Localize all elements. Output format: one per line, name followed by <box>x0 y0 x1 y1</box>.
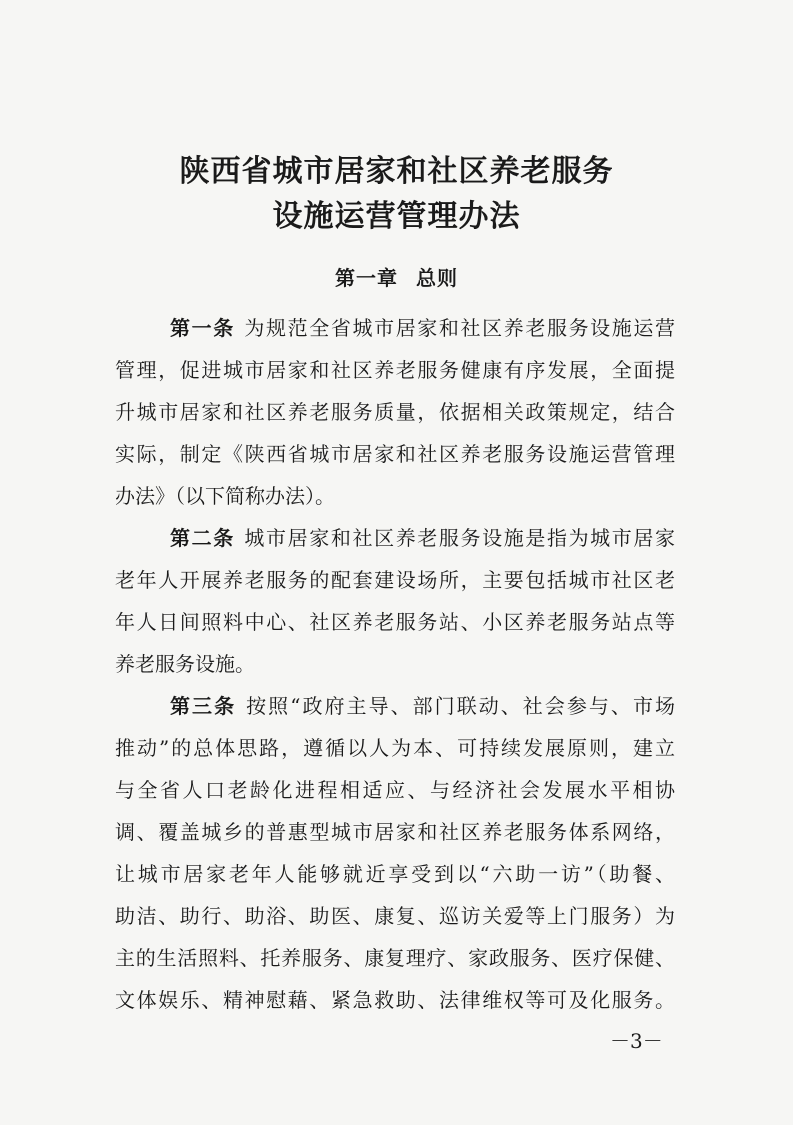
article-3-label: 第三条 <box>170 694 237 718</box>
article-3-line-6: 助洁、助行、助浴、助医、康复、巡访关爱等上门服务）为 <box>115 904 675 928</box>
article-3-line-8: 文体娱乐、精神慰藉、紧急救助、法律维权等可及化服务。 <box>115 988 675 1012</box>
article-3-line-7: 主的生活照料、托养服务、康复理疗、家政服务、医疗保健、 <box>115 946 675 970</box>
article-1-line-4: 实际，制定《陕西省城市居家和社区养老服务设施运营管理 <box>115 442 675 466</box>
article-3-line-2: 推动”的总体思路，遵循以人为本、可持续发展原则，建立 <box>115 736 675 760</box>
article-1-line-2: 管理，促进城市居家和社区养老服务健康有序发展，全面提 <box>115 358 675 382</box>
page-number: －3－ <box>610 1029 663 1053</box>
article-2-line-1 <box>170 523 675 553</box>
article-3-line-3: 与全省人口老龄化进程相适应、与经济社会发展水平相协 <box>115 778 675 802</box>
article-2-text-1: 城市居家和社区养老服务设施是指为城市居家 <box>242 526 676 550</box>
chapter-name: 总则 <box>416 266 458 290</box>
article-2-label: 第二条 <box>170 526 235 550</box>
article-1-line-1 <box>170 313 675 343</box>
chapter-number: 第一章 <box>335 266 398 290</box>
article-1-label: 第一条 <box>170 316 235 340</box>
article-2-line-2: 老年人开展养老服务的配套建设场所，主要包括城市社区老 <box>115 568 675 592</box>
chapter-heading <box>0 268 793 288</box>
article-3-line-1 <box>170 691 675 721</box>
document-title-line-1: 陕西省城市居家和社区养老服务 <box>179 154 614 189</box>
article-1-line-5: 办法》（以下简称办法）。 <box>115 484 335 508</box>
article-1-text-1: 为规范全省城市居家和社区养老服务设施运营 <box>242 316 676 340</box>
document-title-line-2: 设施运营管理办法 <box>272 199 521 234</box>
article-2-line-3: 年人日间照料中心、社区养老服务站、小区养老服务站点等 <box>115 610 675 634</box>
article-2-line-4: 养老服务设施。 <box>115 652 255 676</box>
article-3-text-1: 按照“政府主导、部门联动、社会参与、市场 <box>244 694 675 718</box>
article-3-line-4: 调、覆盖城乡的普惠型城市居家和社区养老服务体系网络， <box>115 820 675 844</box>
article-1-line-3: 升城市居家和社区养老服务质量，依据相关政策规定，结合 <box>115 400 675 424</box>
article-3-line-5: 让城市居家老年人能够就近享受到以“六助一访”（助餐、 <box>115 862 675 886</box>
